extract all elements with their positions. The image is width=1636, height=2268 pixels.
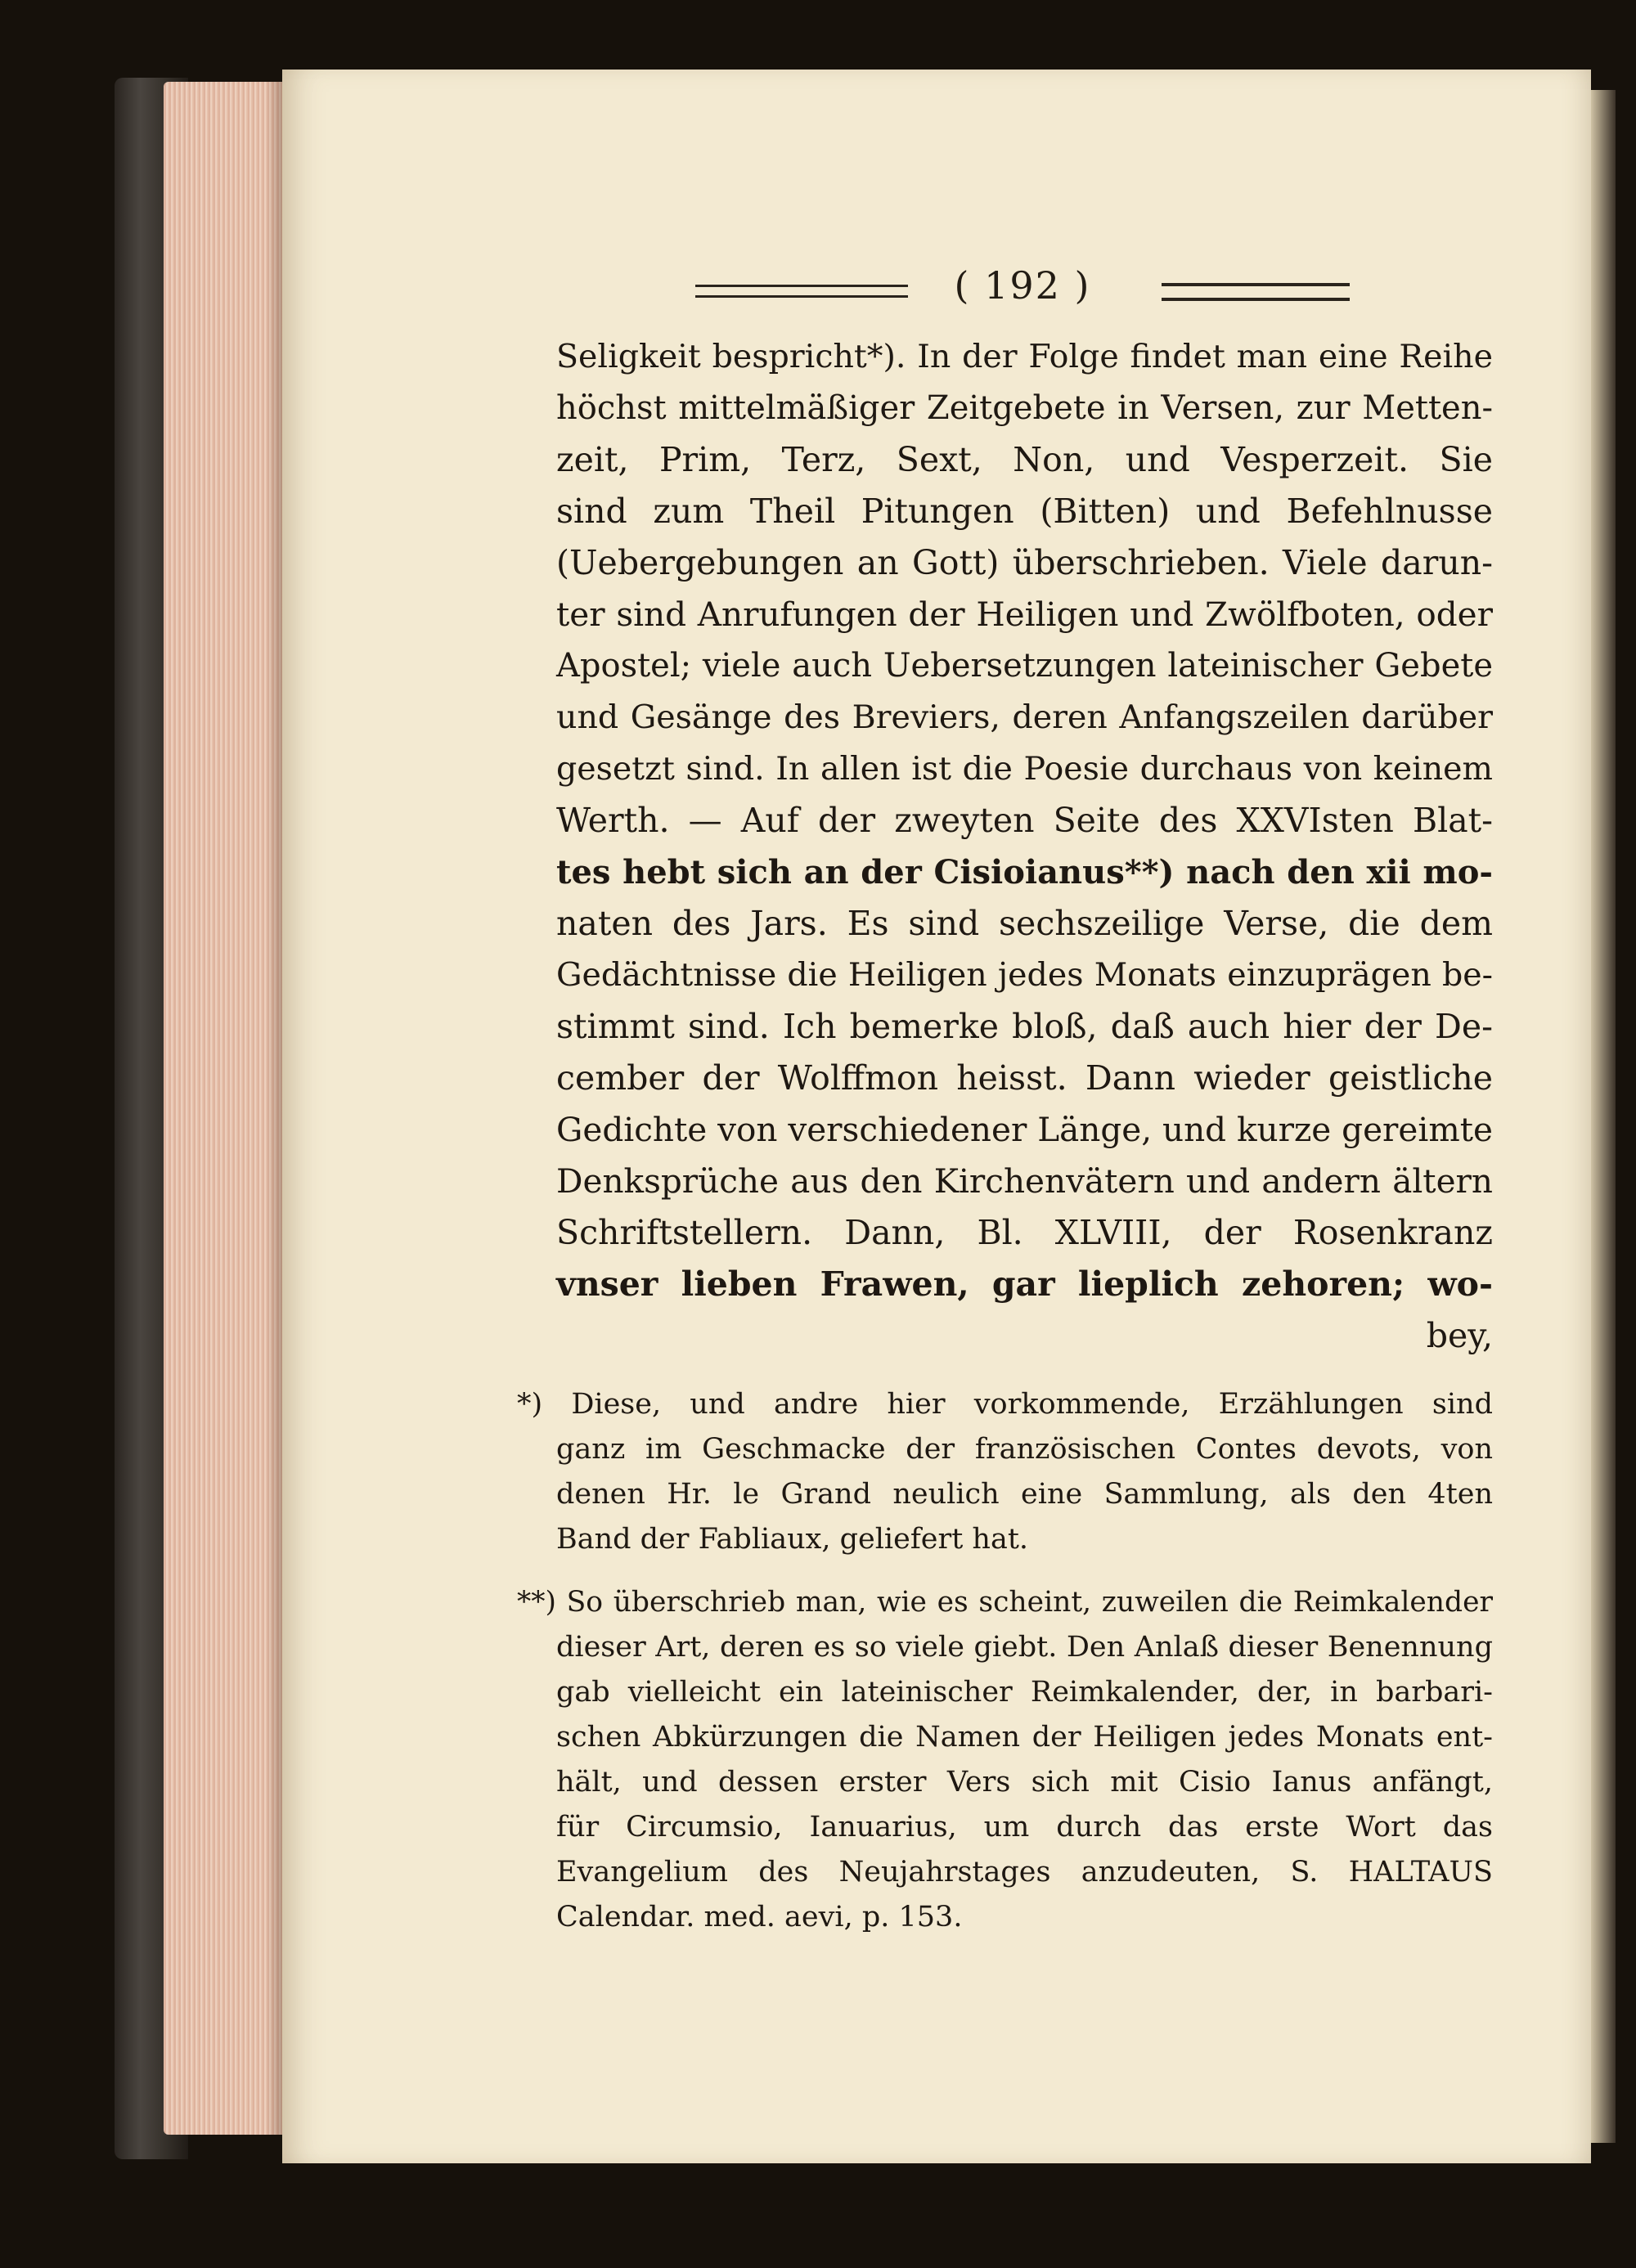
footnote-line: für Circumsio, Ianuarius, um durch das erste Wort das: [556, 1811, 1493, 1844]
body-line: naten des Jars. Es sind sechszeilige Verse, die dem: [556, 904, 1493, 943]
footnote-line: gab vielleicht ein lateinischer Reimkalender, der, in barbari-: [556, 1676, 1493, 1709]
footnotes: [517, 1382, 1493, 1958]
body-line: cember der Wolffmon heisst. Dann wieder geistliche: [556, 1058, 1493, 1098]
body-line: stimmt sind. Ich bemerke bloß, daß auch hier der De-: [556, 1007, 1493, 1046]
body-line: zeit, Prim, Terz, Sext, Non, und Vesperzeit. Sie: [556, 440, 1493, 479]
page-number: ( 192 ): [954, 263, 1091, 308]
body-line: Gedächtnisse die Heiligen jedes Monats einzuprägen be-: [556, 956, 1493, 994]
running-header: [695, 260, 1350, 309]
footnote-1: [517, 1382, 1493, 1562]
body-line: und Gesänge des Breviers, deren Anfangszeilen darüber: [556, 698, 1493, 736]
header-rule-right: [1162, 283, 1350, 301]
body-line: Werth. — Auf der zweyten Seite des XXVIsten Blat-: [556, 801, 1493, 840]
footnote-line: *) Diese, und andre hier vorkommende, Erzählungen sind: [517, 1388, 1493, 1421]
footnote-2: [517, 1580, 1493, 1940]
body-text: [556, 331, 1493, 1362]
body-line: höchst mittelmäßiger Zeitgebete in Versen, zur Metten-: [556, 389, 1493, 427]
footnote-line: Band der Fabliaux, geliefert hat.: [556, 1523, 1029, 1556]
body-line: tes hebt sich an der Cisioianus**) nach den xii mo-: [556, 853, 1493, 891]
body-line: Denksprüche aus den Kirchenvätern und andern ältern: [556, 1161, 1493, 1201]
body-line: (Uebergebungen an Gott) überschrieben. Viele darun-: [556, 543, 1493, 582]
body-line: vnser lieben Frawen, gar lieplich zehoren; wo-: [556, 1264, 1493, 1304]
footnote-line: schen Abkürzungen die Namen der Heiligen jedes Monats ent-: [556, 1721, 1493, 1754]
body-line: Schriftstellern. Dann, Bl. XLVIII, der Rosenkranz: [556, 1213, 1493, 1252]
page-gutter-shadow: [1591, 90, 1616, 2143]
footnote-line: ganz im Geschmacke der französischen Contes devots, von: [556, 1433, 1493, 1466]
footnote-line: **) So überschrieb man, wie es scheint, zuweilen die Reimkalender: [517, 1586, 1493, 1619]
footnote-line: denen Hr. le Grand neulich eine Sammlung, als den 4ten: [556, 1478, 1493, 1511]
body-line: Seligkeit bespricht*). In der Folge findet man eine Reihe: [556, 338, 1493, 375]
body-line: sind zum Theil Pitungen (Bitten) und Befehlnusse: [556, 492, 1493, 531]
body-line: gesetzt sind. In allen ist die Poesie durchaus von keinem: [556, 750, 1493, 788]
body-line: Apostel; viele auch Uebersetzungen lateinischer Gebete: [556, 647, 1493, 685]
footnote-line: hält, und dessen erster Vers sich mit Cisio Ianus anfängt,: [556, 1766, 1493, 1799]
body-line: ter sind Anrufungen der Heiligen und Zwölfboten, oder: [556, 595, 1493, 634]
footnote-line: dieser Art, deren es so viele giebt. Den Anlaß dieser Benennung: [556, 1631, 1493, 1664]
catchword: bey,: [1426, 1316, 1493, 1355]
footnote-line: Calendar. med. aevi, p. 153.: [556, 1901, 963, 1933]
footnote-line: Evangelium des Neujahrstages anzudeuten, S. HALTAUS: [556, 1856, 1493, 1889]
body-line: Gedichte von verschiedener Länge, und kurze gereimte: [556, 1110, 1493, 1149]
page-block-edges: [164, 82, 282, 2135]
